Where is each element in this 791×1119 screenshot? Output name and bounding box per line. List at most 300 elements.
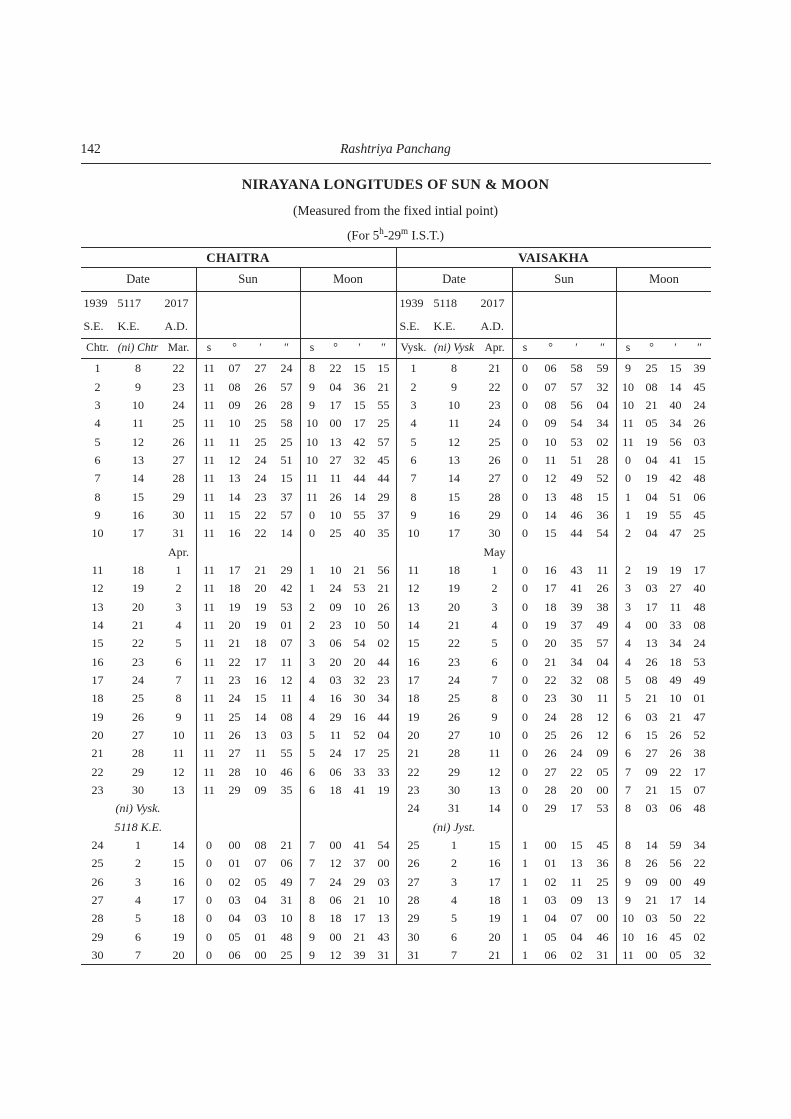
table-cell: 06 (693, 489, 706, 504)
table-cell: May (483, 544, 506, 559)
table-cell: 21 (353, 929, 366, 944)
table-cell: 6 (616, 744, 640, 762)
table-cell: 14 (448, 471, 460, 486)
page-subtitle: (Measured from the fixed intial point) (292, 203, 499, 218)
table-cell: 5 (175, 636, 182, 651)
page-title: NIRAYANA LONGITUDES OF SUN & MOON (241, 177, 550, 193)
table-cell (348, 543, 372, 561)
table-cell: 21 (132, 617, 144, 632)
table-cell: 7 (410, 471, 417, 486)
table-cell: 36 (353, 379, 366, 394)
table-cell: 0 (300, 524, 324, 542)
table-cell: 8 (135, 361, 141, 376)
table-cell: 14 (91, 617, 104, 632)
table-row (81, 378, 396, 396)
table-cell: 56 (669, 856, 682, 871)
table-cell: 44 (353, 471, 366, 486)
table-cell: 6 (410, 452, 417, 467)
table-cell: 58 (570, 361, 583, 376)
table-cell: 10 (448, 397, 460, 412)
table-cell: 11 (196, 488, 222, 506)
unit-header: ′ (674, 342, 677, 355)
table-cell: 10 (353, 599, 366, 614)
era-row (397, 292, 711, 339)
table-cell: 17 (329, 397, 342, 412)
table-cell: 17 (669, 892, 682, 907)
table-cell: 00 (645, 617, 658, 632)
table-cell: 1 (616, 506, 640, 524)
table-cell (274, 818, 300, 836)
table-cell: 41 (669, 452, 682, 467)
group-header-date: Date (442, 272, 466, 287)
table-cell: 00 (645, 947, 658, 962)
table-cell: 18 (132, 562, 144, 577)
table-cell: 0 (300, 506, 324, 524)
table-cell: 24 (693, 397, 706, 412)
table-cell: 26 (329, 489, 342, 504)
table-cell: 04 (329, 379, 342, 394)
table-cell: 05 (596, 764, 609, 779)
table-cell: 1 (512, 891, 538, 909)
table-cell: 7 (300, 854, 324, 872)
table-cell: 54 (596, 526, 609, 541)
table-cell: 3 (135, 874, 141, 889)
table-cell: 2 (300, 598, 324, 616)
table-cell: 53 (596, 801, 609, 816)
table-row (81, 744, 396, 762)
table-cell: 12 (91, 581, 104, 596)
table-cell (300, 799, 324, 817)
table-cell (538, 543, 564, 561)
table-cell: 29 (353, 874, 366, 889)
table-cell: 13 (544, 489, 557, 504)
table-cell: 32 (693, 947, 706, 962)
table-cell: 24 (544, 709, 557, 724)
table-cell: 17 (407, 672, 420, 687)
table-cell: 12 (280, 672, 293, 687)
table-cell: 16 (172, 874, 185, 889)
table-cell: 25 (596, 874, 609, 889)
table-cell: 34 (693, 837, 706, 852)
table-cell: 22 (228, 654, 241, 669)
table-row (81, 396, 396, 414)
table-cell: 6 (135, 929, 141, 944)
table-row (81, 708, 396, 726)
table-cell: 13 (377, 911, 390, 926)
table-cell: 09 (329, 599, 342, 614)
table-cell: 08 (228, 379, 241, 394)
table-row (397, 469, 711, 487)
table-cell: 1 (512, 836, 538, 854)
table-cell: 04 (228, 911, 241, 926)
table-cell: 1 (410, 361, 417, 376)
table-cell: 04 (645, 452, 658, 467)
table-cell: 26 (254, 379, 267, 394)
table-cell: 31 (448, 801, 460, 816)
table-row (397, 671, 711, 689)
unit-header: s (300, 339, 324, 358)
table-cell: (ni) Vysk. (115, 801, 161, 816)
table-row (81, 763, 396, 781)
table-cell: 14 (645, 837, 658, 852)
table-cell: 11 (196, 671, 222, 689)
table-cell: 07 (544, 379, 557, 394)
table-cell: 0 (512, 708, 538, 726)
table-row (81, 891, 396, 909)
table-cell: 10 (544, 434, 557, 449)
table-cell: 8 (410, 489, 417, 504)
table-cell: 54 (570, 416, 583, 431)
table-row (81, 469, 396, 487)
table-cell: 11 (669, 599, 682, 614)
table-cell: 09 (254, 782, 267, 797)
table-cell: 14 (228, 489, 241, 504)
table-cell: 16 (329, 691, 342, 706)
table-cell: 31 (280, 892, 293, 907)
table-cell: 0 (196, 946, 222, 964)
table-cell (274, 799, 300, 817)
table-cell: 9 (451, 379, 457, 394)
table-cell: 11 (407, 562, 420, 577)
table-cell: 19 (172, 929, 185, 944)
table-row (81, 653, 396, 671)
table-cell: 43 (377, 929, 390, 944)
month-title-vaisakha: VAISAKHA (396, 248, 711, 267)
table-cell: 13 (570, 856, 583, 871)
table-cell (564, 818, 590, 836)
table-cell: 44 (377, 709, 390, 724)
table-cell: 12 (596, 727, 609, 742)
table-cell: 16 (544, 562, 557, 577)
table-row (397, 579, 711, 597)
table-cell: 00 (596, 782, 609, 797)
table-row (397, 744, 711, 762)
table-cell (300, 818, 324, 836)
era-spacer-sun (512, 292, 616, 338)
table-cell: 19 (254, 599, 267, 614)
table-cell: 8 (491, 691, 498, 706)
table-cell: 45 (693, 379, 706, 394)
table-cell (538, 818, 564, 836)
hour-superscript: h (379, 226, 384, 236)
table-row (81, 524, 396, 542)
table-cell: 10 (172, 727, 185, 742)
table-cell: 2 (491, 581, 498, 596)
table-cell: 28 (407, 892, 420, 907)
table-cell: 5 (616, 671, 640, 689)
table-cell: 12 (228, 452, 241, 467)
table-cell: 15 (669, 782, 682, 797)
table-cell: 41 (353, 782, 366, 797)
table-cell (81, 543, 115, 561)
table-cell: 23 (488, 397, 501, 412)
table-cell: 59 (669, 837, 682, 852)
table-cell: 35 (280, 782, 293, 797)
table-cell: 27 (228, 746, 241, 761)
table-cell: 09 (645, 764, 658, 779)
table-cell: 15 (596, 489, 609, 504)
table-cell (512, 543, 538, 561)
unit-header: Apr. (484, 342, 505, 355)
table-cell: 27 (645, 746, 658, 761)
table-cell: 40 (669, 397, 682, 412)
table-cell: 39 (693, 361, 706, 376)
table-cell (324, 818, 348, 836)
table-cell: 03 (254, 911, 267, 926)
table-cell: 55 (280, 746, 293, 761)
table-cell: 01 (544, 856, 557, 871)
note-row (397, 818, 711, 836)
table-row (397, 781, 711, 799)
unit-header: Vysk. (400, 342, 427, 355)
table-cell: 8 (451, 361, 457, 376)
longitudes-table (81, 247, 711, 965)
table-cell: 57 (280, 379, 293, 394)
table-cell: 01 (228, 856, 241, 871)
table-cell: 13 (407, 599, 420, 614)
table-cell: 27 (132, 727, 144, 742)
table-cell: 5 (94, 434, 101, 449)
page-content (81, 141, 711, 965)
table-cell (640, 543, 664, 561)
minute-superscript: m (401, 226, 409, 236)
table-row (81, 946, 396, 964)
table-cell: 55 (353, 507, 366, 522)
table-cell: 11 (280, 654, 293, 669)
table-cell: 13 (132, 452, 144, 467)
table-cell: 02 (377, 636, 390, 651)
table-cell: 6 (94, 452, 101, 467)
table-cell: 27 (488, 471, 501, 486)
table-cell: 48 (693, 599, 706, 614)
table-cell: 23 (544, 691, 557, 706)
table-cell: 29 (329, 709, 342, 724)
table-row (397, 433, 711, 451)
table-cell: 32 (353, 452, 366, 467)
table-cell: 25 (544, 727, 557, 742)
table-cell: 11 (196, 763, 222, 781)
table-cell: 21 (645, 892, 658, 907)
table-cell (688, 818, 712, 836)
table-cell: 06 (329, 764, 342, 779)
table-cell: 5 (491, 636, 498, 651)
table-cell: 11 (570, 874, 583, 889)
table-cell: 30 (488, 526, 501, 541)
unit-header: (ni) Chtr (117, 342, 159, 355)
table-cell: 37 (280, 489, 293, 504)
table-cell: 34 (596, 416, 609, 431)
table-cell: 10 (132, 397, 144, 412)
table-cell: 7 (451, 947, 457, 962)
table-cell: 29 (228, 782, 241, 797)
table-cell: 12 (329, 947, 342, 962)
running-title: Rashtriya Panchang (340, 141, 451, 156)
table-cell: 4 (175, 617, 182, 632)
table-cell: 15 (353, 361, 366, 376)
table-cell: 15 (172, 856, 185, 871)
table-cell (324, 543, 348, 561)
note-row (81, 818, 396, 836)
table-cell: 17 (645, 599, 658, 614)
table-cell: 05 (645, 416, 658, 431)
table-cell: 24 (570, 746, 583, 761)
table-cell: 4 (410, 416, 417, 431)
table-cell: 23 (132, 654, 144, 669)
table-cell: 25 (377, 746, 390, 761)
table-cell: 4 (616, 616, 640, 634)
table-cell: 07 (570, 911, 583, 926)
table-cell: 7 (300, 836, 324, 854)
table-cell: 31 (596, 947, 609, 962)
table-cell: 11 (196, 634, 222, 652)
table-cell: 7 (616, 781, 640, 799)
table-cell: 11 (196, 378, 222, 396)
table-cell: 25 (488, 434, 501, 449)
table-cell: 49 (280, 874, 293, 889)
table-cell: 23 (407, 782, 420, 797)
table-cell: 3 (491, 599, 498, 614)
table-cell: 00 (329, 929, 342, 944)
table-cell: 0 (196, 891, 222, 909)
table-cell: 22 (669, 764, 682, 779)
table-cell: 15 (669, 361, 682, 376)
table-cell: 06 (329, 636, 342, 651)
table-cell: 26 (228, 727, 241, 742)
table-cell: 02 (596, 434, 609, 449)
table-cell: 17 (353, 746, 366, 761)
table-cell: 27 (329, 452, 342, 467)
table-cell: 1 (512, 928, 538, 946)
table-row (81, 506, 396, 524)
table-cell (616, 818, 640, 836)
table-row (81, 873, 396, 891)
table-cell (81, 799, 115, 817)
unit-header: ° (232, 342, 237, 355)
table-cell: 50 (377, 617, 390, 632)
table-cell: 51 (570, 452, 583, 467)
table-cell: 5 (135, 911, 141, 926)
table-cell: 1 (512, 873, 538, 891)
table-cell: 03 (329, 672, 342, 687)
table-cell: 52 (596, 471, 609, 486)
table-cell: 56 (377, 562, 390, 577)
table-cell: 27 (448, 727, 460, 742)
table-row (397, 488, 711, 506)
table-cell: 10 (91, 526, 104, 541)
group-header-date: Date (126, 272, 150, 287)
table-cell: 21 (407, 746, 420, 761)
table-cell: 2 (616, 524, 640, 542)
table-cell: 0 (512, 616, 538, 634)
table-cell: 21 (353, 892, 366, 907)
table-cell: 30 (570, 691, 583, 706)
table-row (81, 854, 396, 872)
table-cell: 18 (172, 911, 185, 926)
table-cell: 08 (693, 617, 706, 632)
table-cell: 06 (669, 801, 682, 816)
table-cell: 12 (596, 709, 609, 724)
table-cell: 2 (94, 379, 101, 394)
table-cell: 29 (280, 562, 293, 577)
table-cell: 25 (280, 434, 293, 449)
table-cell: 0 (512, 506, 538, 524)
table-cell: 8 (300, 359, 324, 377)
table-cell: 10 (280, 911, 293, 926)
table-cell: 17 (353, 416, 366, 431)
table-cell: 11 (196, 726, 222, 744)
table-cell: 11 (300, 488, 324, 506)
table-cell: 21 (91, 746, 104, 761)
table-row (397, 598, 711, 616)
table-cell: 34 (669, 636, 682, 651)
table-cell: 04 (596, 654, 609, 669)
table-cell: 27 (544, 764, 557, 779)
table-cell: 11 (196, 359, 222, 377)
table-cell: 11 (196, 708, 222, 726)
table-cell: 03 (280, 727, 293, 742)
table-cell: 0 (512, 469, 538, 487)
table-cell: 22 (544, 672, 557, 687)
table-cell: 02 (544, 874, 557, 889)
table-cell: 16 (91, 654, 104, 669)
table-cell: 24 (280, 361, 293, 376)
table-cell: 23 (254, 489, 267, 504)
table-cell: 15 (645, 727, 658, 742)
table-cell: 05 (228, 929, 241, 944)
table-cell: 26 (91, 874, 104, 889)
table-cell: 37 (377, 507, 390, 522)
table-cell: 03 (645, 709, 658, 724)
table-cell: 26 (448, 709, 460, 724)
table-cell: 53 (280, 599, 293, 614)
table-cell (162, 818, 196, 836)
table-cell: 17 (544, 581, 557, 596)
units-header-row (81, 339, 396, 359)
table-cell: 18 (254, 636, 267, 651)
table-cell: 36 (596, 507, 609, 522)
table-cell: 30 (353, 691, 366, 706)
table-cell: 30 (448, 782, 460, 797)
table-cell: 06 (544, 361, 557, 376)
table-cell (664, 543, 688, 561)
table-cell (81, 818, 115, 836)
table-cell (372, 543, 396, 561)
table-cell: 11 (300, 469, 324, 487)
table-cell: 14 (172, 837, 185, 852)
table-cell: 28 (91, 911, 104, 926)
table-cell: 11 (172, 746, 185, 761)
table-cell: 0 (616, 451, 640, 469)
table-cell: 54 (353, 636, 366, 651)
table-cell: 9 (300, 946, 324, 964)
table-cell: 53 (693, 654, 706, 669)
month-title-chaitra: CHAITRA (206, 250, 270, 266)
table-cell: 2 (451, 856, 457, 871)
table-cell: 31 (377, 947, 390, 962)
table-cell: 19 (228, 599, 241, 614)
table-cell: 00 (228, 837, 241, 852)
table-cell: 47 (693, 709, 706, 724)
table-cell: 10 (353, 617, 366, 632)
table-cell: 18 (228, 581, 241, 596)
table-cell: 0 (512, 763, 538, 781)
table-cell: 11 (196, 689, 222, 707)
table-cell (512, 818, 538, 836)
table-cell: 19 (377, 782, 390, 797)
table-cell: 0 (512, 781, 538, 799)
table-cell (196, 818, 222, 836)
table-cell: 0 (196, 928, 222, 946)
